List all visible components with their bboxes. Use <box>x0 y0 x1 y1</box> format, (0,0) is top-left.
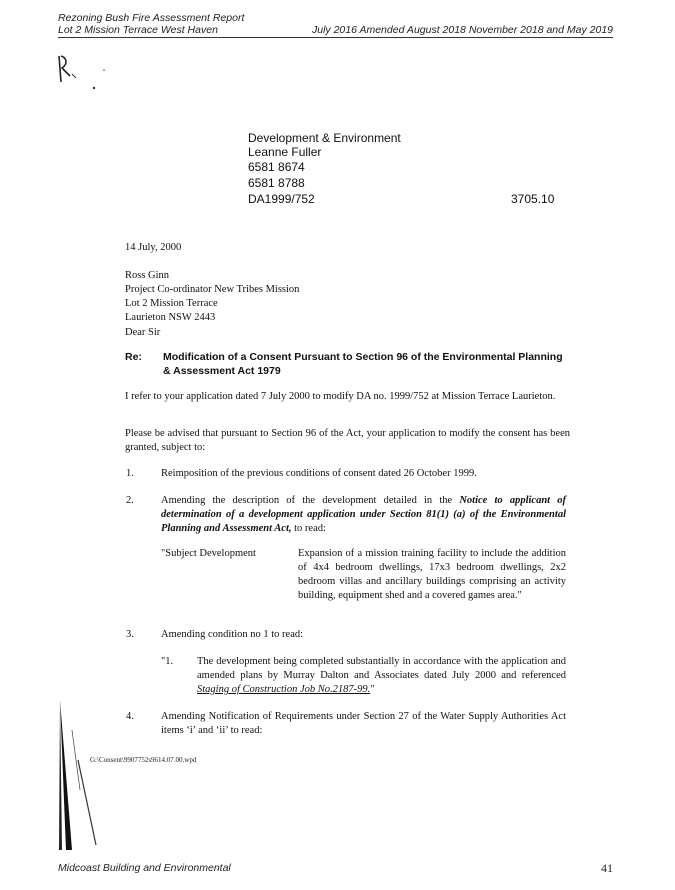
scanned-signature-mark <box>50 52 110 97</box>
condition-text-emphasis: Staging of Construction Job No.2187-99. <box>197 684 371 695</box>
file-path: G:\Consent\9907752s9614.07.00.wpd <box>90 756 197 764</box>
footer-company: Midcoast Building and Environmental <box>58 862 231 874</box>
item-number-4: 4. <box>126 711 134 722</box>
item-text-4: Amending Notification of Requirements under Section 27 of the Water Supply Authorities Act items ‘i’ and ‘ii’ to read: <box>161 711 566 736</box>
item-text-1: Reimposition of the previous conditions of consent dated 26 October 1999. <box>161 468 477 479</box>
recipient-town: Laurieton NSW 2443 <box>125 312 216 323</box>
recipient-address <box>125 269 299 325</box>
subject-line-2: & Assessment Act 1979 <box>163 365 281 377</box>
item-text-2-end: to read: <box>291 523 326 534</box>
condition-text-end: " <box>370 684 375 695</box>
recipient-title: Project Co-ordinator New Tribes Mission <box>125 284 300 295</box>
page-number: 41 <box>601 861 613 875</box>
subject-development-label: "Subject Development <box>161 548 256 559</box>
recipient-street: Lot 2 Mission Terrace <box>125 298 218 309</box>
letter-date: 14 July, 2000 <box>125 242 182 253</box>
recipient-name: Ross Ginn <box>125 270 170 281</box>
item-number-2: 2. <box>126 495 134 506</box>
paragraph-approval: Please be advised that pursuant to Section 96 of the Act, your application to modify the consent has been granted, subject to: <box>125 428 570 453</box>
report-dates: July 2016 Amended August 2018 November 2018 and May 2019 <box>311 24 613 36</box>
item-number-3: 3. <box>126 629 134 640</box>
sender-name: Leanne Fuller <box>248 145 322 159</box>
header-rule <box>58 37 613 38</box>
item-text-2-start: Amending the description of the development detailed in the <box>161 495 460 506</box>
paragraph-reference: I refer to your application dated 7 July 2000 to modify DA no. 1999/752 at Mission Terrace Laurieton. <box>125 391 556 402</box>
condition-number: "1. <box>161 656 174 667</box>
subject-development-text: Expansion of a mission training facility to include the addition of 4x4 bedroom dwellings, 17x3 bedroom dwellings, 2x2 bedroom villas and ancillary buildings comprising an activity building, equipment shed and a covered games area." <box>298 548 566 601</box>
report-location: Lot 2 Mission Terrace West Haven <box>58 24 218 36</box>
sender-phone: 6581 8674 <box>248 160 305 174</box>
salutation: Dear Sir <box>125 327 161 338</box>
file-number: 3705.10 <box>511 192 555 206</box>
sender-department: Development & Environment <box>248 131 401 145</box>
item-text-3: Amending condition no 1 to read: <box>161 629 304 640</box>
condition-text-start: The development being completed substantially in accordance with the application and amended plans by Murray Dalton and Associates dated July 2000 and referenced <box>197 656 566 681</box>
scan-edge-shadow <box>58 700 108 860</box>
sender-reference: DA1999/752 <box>248 192 315 206</box>
item-text-2-emphasis: Notice to applicant of determination of a development application under Section 81(1) (a) of the Environmental Planning and Assessment Act, <box>161 495 566 534</box>
item-text-2 <box>161 494 566 536</box>
item-number-1: 1. <box>126 468 134 479</box>
subject-line-1: Modification of a Consent Pursuant to Section 96 of the Environmental Planning <box>163 351 563 363</box>
condition-text <box>197 655 566 697</box>
sender-fax: 6581 8788 <box>248 176 305 190</box>
re-label: Re: <box>125 351 142 363</box>
report-title: Rezoning Bush Fire Assessment Report <box>58 12 245 24</box>
